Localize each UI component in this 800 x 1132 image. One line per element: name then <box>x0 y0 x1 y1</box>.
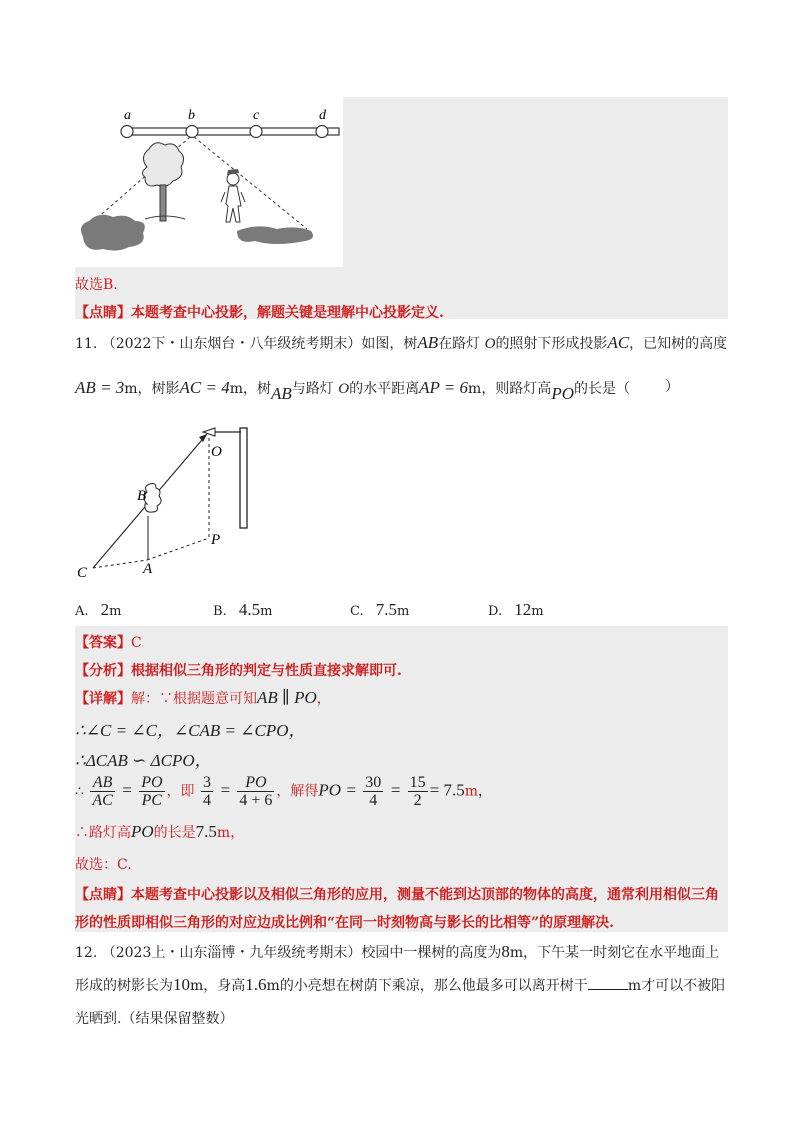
unit: m <box>124 381 138 397</box>
unit: m <box>260 604 273 619</box>
frac-den: 2 <box>413 792 422 809</box>
detail-text: 解：∵根据题意可知 <box>131 691 257 707</box>
po-eq: PO = <box>318 780 357 800</box>
proportion-line <box>75 774 492 809</box>
label-b: b <box>188 108 195 123</box>
final-line <box>75 822 244 842</box>
value-s: 10 <box>173 975 190 994</box>
detail-line <box>75 688 331 708</box>
comment-text: 本题考查中心投影，解题关键是理解中心投影定义. <box>131 305 444 321</box>
value-p: 1.6 <box>245 975 267 994</box>
q12-text: ，下午某一时刻它在水平地面上 <box>523 945 720 961</box>
point-c <box>250 126 262 138</box>
equals: = <box>121 780 133 800</box>
eq-ap: AP = 6 <box>419 378 469 397</box>
unit: m <box>216 825 231 841</box>
frac-num: 15 <box>409 774 426 791</box>
option-value: 4.5 <box>238 600 261 619</box>
comment-line-1 <box>75 884 719 904</box>
q12-text: 形成的树影长为 <box>75 978 173 994</box>
frac-30-4 <box>363 774 383 809</box>
answer-blank[interactable] <box>588 975 628 990</box>
comma: ， <box>230 825 245 841</box>
lamp-head <box>203 428 215 436</box>
person-shadow <box>237 226 313 244</box>
q11-stem-line2 <box>75 378 630 403</box>
comma: ， <box>316 691 331 707</box>
q12-line2 <box>75 975 725 995</box>
point-a <box>121 126 133 138</box>
comment-line-2: 形的性质即相似三角形的对应边成比例和“在同一时刻物高与影长的比相等”的原理解决. <box>75 915 614 931</box>
eq-ab: AB = 3 <box>75 378 125 397</box>
analysis-text: 根据相似三角形的判定与性质直接求解即可. <box>131 663 402 679</box>
frac-num: PO <box>237 774 274 792</box>
answer-line <box>75 632 142 652</box>
option-letter: A. <box>75 604 89 619</box>
equals: = <box>219 780 231 800</box>
frac-num: 3 <box>203 774 211 791</box>
q10-answer: 故选B. <box>75 277 118 293</box>
analysis-line <box>75 660 402 680</box>
eq-ac: AC = 4 <box>179 378 230 397</box>
unit: m <box>109 604 122 619</box>
stem-text: 如图，树 <box>361 336 418 352</box>
unit: m <box>266 978 280 994</box>
q12-source: （2023上・山东淄博・九年级统考期末） <box>101 945 362 961</box>
option-value: 12 <box>514 600 532 619</box>
q12-line3: 光晒到.（结果保留整数） <box>75 1011 234 1027</box>
var-po: PO <box>551 384 574 403</box>
answer-tag: 【答案】 <box>75 635 131 651</box>
comma: ， <box>478 783 493 800</box>
option-a[interactable] <box>75 600 122 620</box>
stem-text: 在路灯 <box>438 336 481 352</box>
option-b[interactable] <box>213 600 272 620</box>
fig-label-a: A <box>143 561 153 577</box>
option-value: 2 <box>100 600 110 619</box>
fig-label-p: P <box>211 532 221 548</box>
q12-text: 的小亮想在树荫下乘凉，那么他最多可以离开树干 <box>279 978 588 994</box>
frac-den: 4 <box>369 792 378 809</box>
unit: m <box>464 783 479 800</box>
option-c[interactable] <box>350 600 409 620</box>
tree-icon <box>144 484 161 513</box>
frac-15-2 <box>408 774 428 809</box>
q11-source: （2022下・山东烟台・八年级统考期末） <box>101 336 362 352</box>
lamp-rail-figure <box>75 97 343 267</box>
comment-text: 本题考查中心投影以及相似三角形的应用，测量不能到达顶部的物体的高度，通常利用相似三角 <box>131 887 719 903</box>
unit: m <box>468 381 482 397</box>
stem-text: ，树 <box>243 381 272 397</box>
solve-text: ，解得 <box>276 783 319 800</box>
final-value: 7.5 <box>195 822 217 841</box>
q11-number: 11. <box>75 336 98 352</box>
comment-tag: 【点睛】 <box>75 305 131 321</box>
frac-ab-ac <box>90 774 114 809</box>
equals: = <box>389 780 402 800</box>
unit: m <box>190 978 204 994</box>
frac-num: 30 <box>365 774 382 791</box>
lamp-post <box>240 428 247 528</box>
frac-den: 4 + 6 <box>239 792 273 809</box>
frac-num: PO <box>141 774 163 791</box>
label-a: a <box>124 108 131 123</box>
result: = 7.5 <box>429 780 465 800</box>
option-letter: D. <box>488 604 503 619</box>
point-b <box>186 126 198 138</box>
final-text: 的长是 <box>153 825 196 841</box>
fig-label-c: C <box>77 565 88 580</box>
q12-line1 <box>75 942 719 962</box>
var-ac: AC <box>607 333 630 352</box>
detail-tag: 【详解】 <box>75 691 131 707</box>
frac-po-pc <box>139 774 164 809</box>
option-value: 7.5 <box>375 600 398 619</box>
label-c: c <box>253 108 260 123</box>
angle-line: ∴∠C = ∠C，∠CAB = ∠CPO， <box>75 721 306 740</box>
stem-text: 的水平距离 <box>349 381 420 397</box>
frac-den: AC <box>92 792 113 809</box>
var-ab: AB <box>271 384 292 403</box>
comment-tag: 【点睛】 <box>75 887 131 903</box>
stem-text: 的长是（ <box>573 381 630 397</box>
frac-3-4 <box>201 774 213 809</box>
rail <box>127 128 339 135</box>
unit: m <box>531 604 544 619</box>
parallel-expr: AB ∥ PO <box>257 688 317 707</box>
option-letter: B. <box>213 604 227 619</box>
unit: m <box>397 604 410 619</box>
option-letter: C. <box>350 604 364 619</box>
stem-text: 的照射下形成投影 <box>495 336 608 352</box>
var-o: O <box>484 336 496 352</box>
unit: m <box>627 978 642 994</box>
stem-text: ，则路灯高 <box>481 381 552 397</box>
q12-number: 12. <box>75 945 98 961</box>
frac-po-4plus6 <box>237 774 274 809</box>
streetlamp-figure <box>75 420 265 580</box>
q12-text: 才可以不被阳 <box>641 978 726 994</box>
person-icon <box>227 173 239 185</box>
q12-text: ，身高 <box>203 978 246 994</box>
point-d <box>316 126 328 138</box>
value-h: 8 <box>501 942 510 961</box>
q10-comment <box>75 302 444 322</box>
option-d[interactable] <box>488 600 544 620</box>
unit: m <box>509 945 524 961</box>
answer-value: C <box>131 635 142 651</box>
frac-num: AB <box>90 774 114 792</box>
q12-text: 校园中一棵树的高度为 <box>361 945 502 961</box>
similar-line: ∴ΔCAB ∽ ΔCPO， <box>75 751 212 770</box>
fig-label-o: O <box>211 444 222 460</box>
stem-text: 与路灯 <box>291 381 334 397</box>
frac-den: PC <box>141 792 163 809</box>
var-o: O <box>338 381 350 397</box>
fig-label-b: B <box>137 488 147 504</box>
frac-den: 4 <box>203 792 211 809</box>
var-po: PO <box>131 822 154 841</box>
analysis-tag: 【分析】 <box>75 663 131 679</box>
ie-text: ，即 <box>166 783 195 800</box>
q11-close-paren: ） <box>665 379 679 395</box>
final-text: ∴路灯高 <box>75 825 131 841</box>
stem-text: ，树影 <box>137 381 180 397</box>
unit: m <box>229 381 244 397</box>
label-d: d <box>319 108 326 123</box>
stem-text: ，已知树的高度 <box>629 336 728 352</box>
q11-stem-line1 <box>75 333 727 353</box>
therefore: ∴ <box>75 783 84 800</box>
choose-line: 故选：C. <box>75 857 132 873</box>
var-ab: AB <box>417 333 439 352</box>
